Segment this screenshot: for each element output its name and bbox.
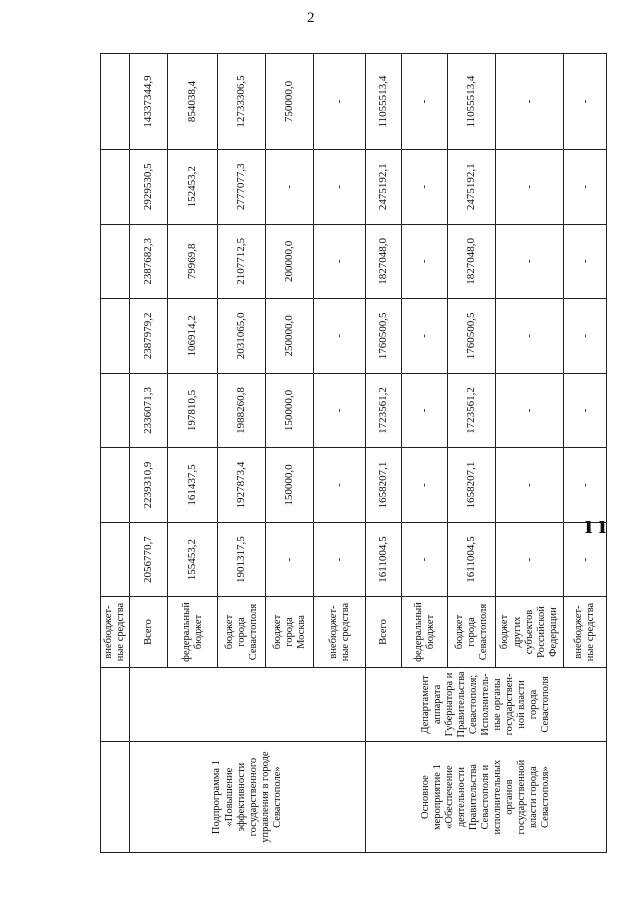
table-row bbox=[366, 54, 402, 853]
value-cell: 106914,2 bbox=[168, 299, 218, 374]
source-cell: внебюджет-ные средства bbox=[101, 597, 130, 667]
value-cell: - bbox=[314, 522, 366, 597]
value-cell: - bbox=[314, 149, 366, 224]
value-cell: - bbox=[314, 448, 366, 523]
source-cell: бюджет других субъектов Российской Федерации bbox=[496, 597, 564, 667]
table-row bbox=[130, 54, 168, 853]
value-cell: 197810,5 bbox=[168, 373, 218, 448]
value-cell: - bbox=[564, 373, 607, 448]
value-cell: - bbox=[564, 299, 607, 374]
value-cell: 2031065,0 bbox=[218, 299, 266, 374]
value-cell bbox=[101, 149, 130, 224]
program-cell bbox=[101, 742, 130, 853]
value-cell: - bbox=[266, 149, 314, 224]
value-cell: 161437,5 bbox=[168, 448, 218, 523]
value-cell: - bbox=[496, 299, 564, 374]
source-cell: федеральный бюджет bbox=[402, 597, 448, 667]
source-cell: Всего bbox=[366, 597, 402, 667]
value-cell: - bbox=[402, 522, 448, 597]
value-cell: 2475192,1 bbox=[366, 149, 402, 224]
source-cell: внебюджет-ные средства bbox=[564, 597, 607, 667]
value-cell: 11055513,4 bbox=[366, 54, 402, 150]
value-cell: 2475192,1 bbox=[448, 149, 496, 224]
value-cell: - bbox=[564, 448, 607, 523]
value-cell: 2107712,5 bbox=[218, 224, 266, 299]
value-cell bbox=[101, 373, 130, 448]
value-cell: 2056770,7 bbox=[130, 522, 168, 597]
value-cell: - bbox=[564, 522, 607, 597]
value-cell: - bbox=[496, 149, 564, 224]
value-cell: 1658207,1 bbox=[366, 448, 402, 523]
table-row bbox=[101, 54, 130, 853]
value-cell: - bbox=[564, 149, 607, 224]
value-cell: - bbox=[496, 373, 564, 448]
value-cell: 1723561,2 bbox=[366, 373, 402, 448]
value-cell: 150000,0 bbox=[266, 373, 314, 448]
value-cell bbox=[101, 54, 130, 150]
value-cell: - bbox=[314, 373, 366, 448]
value-cell: - bbox=[266, 522, 314, 597]
value-cell: - bbox=[496, 522, 564, 597]
value-cell: 250000,0 bbox=[266, 299, 314, 374]
value-cell: 2239310,9 bbox=[130, 448, 168, 523]
value-cell: - bbox=[314, 224, 366, 299]
value-cell: 1927873,4 bbox=[218, 448, 266, 523]
value-cell: 200000,0 bbox=[266, 224, 314, 299]
executor-cell bbox=[130, 667, 366, 742]
value-cell bbox=[101, 448, 130, 523]
value-cell: 1827048,0 bbox=[366, 224, 402, 299]
value-cell: 2387979,2 bbox=[130, 299, 168, 374]
value-cell: 2387682,3 bbox=[130, 224, 168, 299]
value-cell: 1760500,5 bbox=[448, 299, 496, 374]
value-cell bbox=[101, 224, 130, 299]
program-cell: Подпрограмма 1 «Повышение эффективности государственного управления в городе Севастополе» bbox=[130, 742, 366, 853]
value-cell: 750000,0 bbox=[266, 54, 314, 150]
value-cell: - bbox=[402, 149, 448, 224]
value-cell: 12733306,5 bbox=[218, 54, 266, 150]
source-cell: федеральный бюджет bbox=[168, 597, 218, 667]
value-cell: 1611004,5 bbox=[448, 522, 496, 597]
value-cell: - bbox=[314, 299, 366, 374]
value-cell: 155453,2 bbox=[168, 522, 218, 597]
value-cell: 1611004,5 bbox=[366, 522, 402, 597]
value-cell: - bbox=[402, 448, 448, 523]
value-cell: - bbox=[402, 299, 448, 374]
value-cell: - bbox=[496, 54, 564, 150]
value-cell: 854038,4 bbox=[168, 54, 218, 150]
value-cell: 14337344,9 bbox=[130, 54, 168, 150]
value-cell: - bbox=[402, 224, 448, 299]
value-cell: - bbox=[496, 448, 564, 523]
value-cell: 1827048,0 bbox=[448, 224, 496, 299]
value-cell: 11055513,4 bbox=[448, 54, 496, 150]
value-cell: 1723561,2 bbox=[448, 373, 496, 448]
page-number: 2 bbox=[307, 10, 315, 26]
value-cell: 79969,8 bbox=[168, 224, 218, 299]
value-cell: 1658207,1 bbox=[448, 448, 496, 523]
value-cell: 2336071,3 bbox=[130, 373, 168, 448]
value-cell bbox=[101, 299, 130, 374]
value-cell bbox=[101, 522, 130, 597]
value-cell: 152453,2 bbox=[168, 149, 218, 224]
value-cell: 2929530,5 bbox=[130, 149, 168, 224]
value-cell: - bbox=[564, 54, 607, 150]
source-cell: бюджет города Москва bbox=[266, 597, 314, 667]
program-cell: Основное мероприятие 1 «Обеспечение деятельности Правительства Севастополя и исполнительных органов государственной власти города Севастополя» bbox=[366, 742, 607, 853]
value-cell: 1988260,8 bbox=[218, 373, 266, 448]
value-cell: - bbox=[564, 224, 607, 299]
executor-cell bbox=[101, 667, 130, 742]
value-cell: - bbox=[314, 54, 366, 150]
source-cell: бюджет города Севастополя bbox=[448, 597, 496, 667]
value-cell: 1760500,5 bbox=[366, 299, 402, 374]
budget-table bbox=[100, 53, 607, 853]
source-cell: внебюджет-ные средства bbox=[314, 597, 366, 667]
handwritten-marks: ı ı bbox=[585, 510, 606, 539]
source-cell: Всего bbox=[130, 597, 168, 667]
executor-cell: Департамент аппарата Губернатора и Правительства Севастополя; Исполнитель-ные органы государствен-ной власти города Севастополя bbox=[366, 667, 607, 742]
value-cell: - bbox=[402, 54, 448, 150]
value-cell: - bbox=[496, 224, 564, 299]
value-cell: 2777077,3 bbox=[218, 149, 266, 224]
source-cell: бюджет города Севастополя bbox=[218, 597, 266, 667]
value-cell: - bbox=[402, 373, 448, 448]
value-cell: 150000,0 bbox=[266, 448, 314, 523]
value-cell: 1901317,5 bbox=[218, 522, 266, 597]
